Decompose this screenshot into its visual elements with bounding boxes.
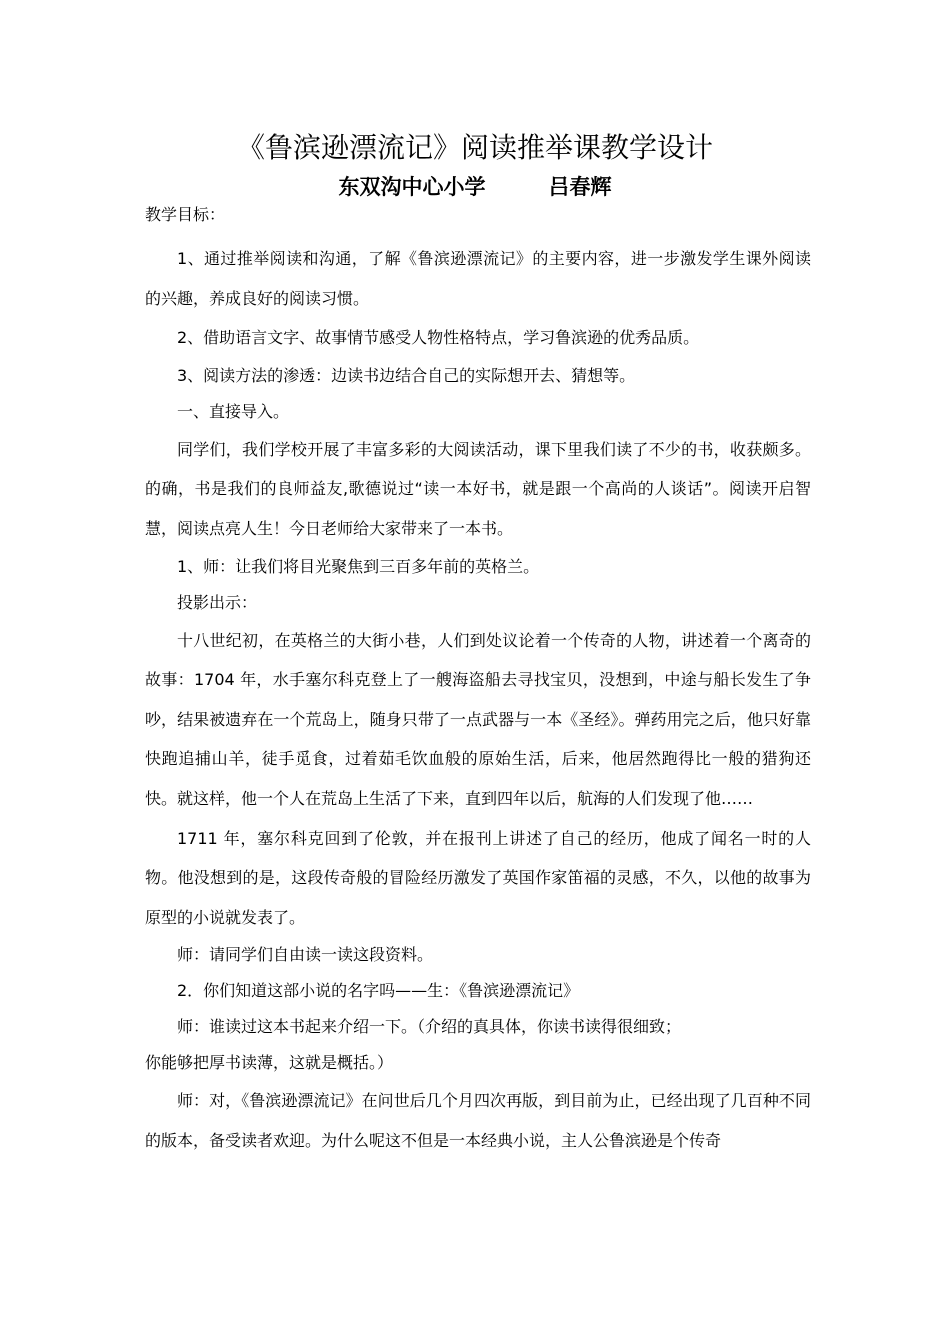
teacher-line: 师：请同学们自由读一读这段资料。 bbox=[177, 945, 434, 965]
teacher-line-continuation: 你能够把厚书读薄，这就是概括。） bbox=[145, 1053, 394, 1073]
step-two: 2．你们知道这部小说的名字吗——生：《鲁滨逊漂流记》 bbox=[177, 981, 580, 1001]
document-subtitle: 东双沟中心小学 吕春辉 bbox=[338, 174, 612, 199]
objectives-heading: 教学目标： bbox=[145, 205, 226, 224]
step-one: 1、师：让我们将目光聚焦到三百多年前的英格兰。 bbox=[177, 556, 540, 576]
document-body bbox=[145, 199, 811, 1161]
story-paragraph-2: 1711 年，塞尔科克回到了伦敦，并在报刊上讲述了自己的经历，他成了闻名一时的人物。他没想到的是，这段传奇般的冒险经历激发了英国作家笛福的灵感，不久，以他的故事为原型的小说就发表了。 bbox=[145, 828, 811, 927]
spacer bbox=[145, 231, 811, 239]
objective-item: 1、通过推举阅读和沟通，了解《鲁滨逊漂流记》的主要内容，进一步激发学生课外阅读的兴趣，养成良好的阅读习惯。 bbox=[145, 249, 811, 308]
projection-label: 投影出示： bbox=[177, 592, 258, 612]
objective-item: 3、阅读方法的渗透：边读书边结合自己的实际想开去、猜想等。 bbox=[177, 365, 636, 385]
story-paragraph: 十八世纪初，在英格兰的大街小巷，人们到处议论着一个传奇的人物，讲述着一个离奇的故事：1704 年，水手塞尔科克登上了一艘海盗船去寻找宝贝，没想到，中途与船长发生了争吵，结果被遗弃在一个荒岛上，随身只带了一点武器与一本《圣经》。弹药用完之后，他只好靠快跑追捕山羊，徒手觅食，过着茹毛饮血般的原始生活，后来，他居然跑得比一般的猎狗还快。就这样，他一个人在荒岛上生活了下来，直到四年以后，航海的人们发现了他…… bbox=[145, 630, 811, 808]
teacher-line: 师：对，《鲁滨逊漂流记》在问世后几个月四次再版，到目前为止，已经出现了几百种不同的版本，备受读者欢迎。为什么呢这不但是一本经典小说，主人公鲁滨逊是个传奇 bbox=[145, 1091, 811, 1150]
objective-item: 2、借助语言文字、故事情节感受人物性格特点，学习鲁滨逊的优秀品质。 bbox=[177, 328, 700, 348]
document-title: 《鲁滨逊漂流记》阅读推举课教学设计 bbox=[236, 131, 713, 164]
teacher-line: 师：谁读过这本书起来介绍一下。（介绍的真具体，你读书读得很细致； bbox=[177, 1017, 682, 1037]
section-heading: 一、直接导入。 bbox=[177, 401, 290, 421]
intro-paragraph: 同学们，我们学校开展了丰富多彩的大阅读活动，课下里我们读了不少的书，收获颇多。的确，书是我们的良师益友,歌德说过“读一本好书，就是跟一个高尚的人谈话”。阅读开启智慧，阅读点亮人生！今日老师给大家带来了一本书。 bbox=[145, 439, 811, 538]
